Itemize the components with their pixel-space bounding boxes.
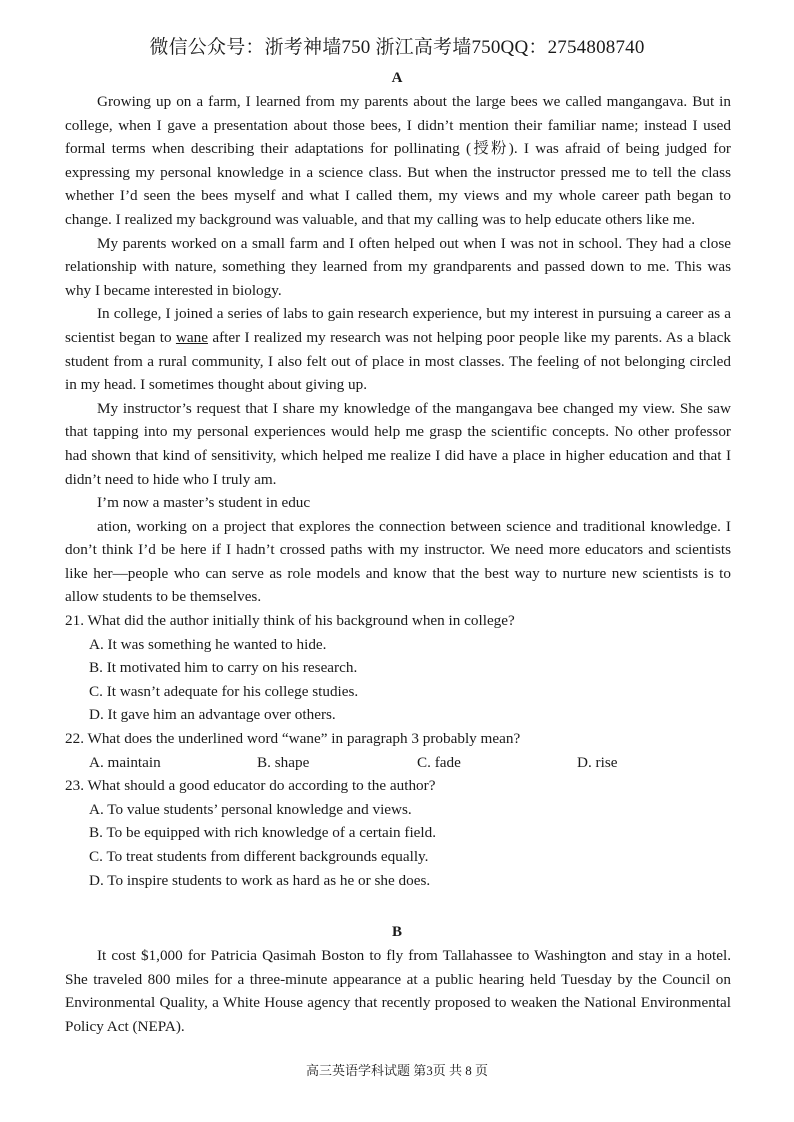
- passage-b: [65, 944, 731, 1038]
- passage-a-paragraph-3: [65, 302, 731, 396]
- question-22-option-b: B. shape: [257, 753, 310, 771]
- passage-a: [65, 90, 731, 892]
- passage-a-paragraph-4: My instructor’s request that I share my knowledge of the mangangava bee changed my view. She saw that tapping into my personal experiences would help me grasp the scientific concepts. No other professor had shown that kind of sensitivity, which helped me realize I did have a place in higher education and that I didn’t need to hide who I truly am.: [65, 399, 731, 488]
- question-22-option-d: D. rise: [577, 753, 618, 771]
- question-21-option-d: D. It gave him an advantage over others.: [89, 706, 336, 724]
- underlined-word-wane: wane: [175, 328, 208, 346]
- question-23-option-c: C. To treat students from different backgrounds equally.: [89, 848, 429, 865]
- page-footer: 高三英语学科试题 第3页 共 8 页: [305, 1063, 488, 1078]
- passage-a-paragraph-2: My parents worked on a small farm and I often helped out when I was not in school. They had a close relationship with nature, something they learned from my grandparents and passed down to me. This was why I became interested in biology.: [65, 234, 731, 299]
- question-22-option-c: C. fade: [417, 753, 461, 771]
- question-21-stem: 21. What did the author initially think of his background when in college?: [65, 612, 515, 630]
- question-21-option-c: C. It wasn’t adequate for his college studies.: [89, 682, 359, 700]
- section-b-title: B: [391, 924, 402, 940]
- passage-a-paragraph-5: I’m now a master’s student in educ: [97, 494, 311, 512]
- question-23-option-a: A. To value students’ personal knowledge and views.: [89, 800, 412, 818]
- passage-a-paragraph-1: Growing up on a farm, I learned from my parents about the large bees we called mangangava. But in college, when I gave a presentation about those bees, I didn’t mention their familiar name; instead I used formal terms when describing their adaptations for pollinating (授粉). I was afraid of being judged for expressing my personal knowledge in a science class. But when the instructor pressed me to tell the class whether I’d seen the bees myself and what I called them, my views and my whole career path began to change. I realized my background was valuable, and that my calling was to help educate others like me.: [65, 93, 731, 228]
- question-22-option-a: A. maintain: [89, 753, 161, 771]
- question-23-option-d: D. To inspire students to work as hard as he or she does.: [89, 871, 431, 889]
- passage-b-paragraph-1: It cost $1,000 for Patricia Qasimah Boston to fly from Tallahassee to Washington and stay in a hotel. She traveled 800 miles for a three-minute appearance at a public hearing held Tuesday by the Council on Environmental Quality, a White House agency that recently proposed to weaken the National Environmental Policy Act (NEPA).: [65, 947, 731, 1035]
- question-21-option-a: A. It was something he wanted to hide.: [89, 635, 327, 653]
- question-22-stem: 22. What does the underlined word “wane” in paragraph 3 probably mean?: [65, 730, 521, 748]
- paragraph-3-before: In college, I joined a series of labs to gain research experience, but my interest in pursuing a career as a scientist began to: [65, 305, 731, 346]
- passage-a-paragraph-6: ation, working on a project that explores the connection between science and traditional knowledge. I don’t think I’d be here if I hadn’t crossed paths with my instructor. We need more educators and scientists like her—people who can serve as role models and know that the best way to nurture new scientists is to allow students to be themselves.: [65, 517, 731, 606]
- section-a-title: A: [391, 70, 403, 86]
- page-header: 微信公众号：浙考神墙750 浙江高考墙750QQ：2754808740: [149, 37, 645, 58]
- question-22-options: [65, 751, 731, 775]
- question-23-option-b: B. To be equipped with rich knowledge of a certain field.: [89, 824, 437, 842]
- question-23-stem: 23. What should a good educator do according to the author?: [65, 777, 436, 795]
- question-21-option-b: B. It motivated him to carry on his research.: [89, 659, 358, 677]
- paragraph-3-after: after I realized my research was not helping poor people like my parents. As a black student from a rural community, I also felt out of place in most classes. The feeling of not belonging circled in my head. I sometimes thought about giving up.: [65, 328, 731, 394]
